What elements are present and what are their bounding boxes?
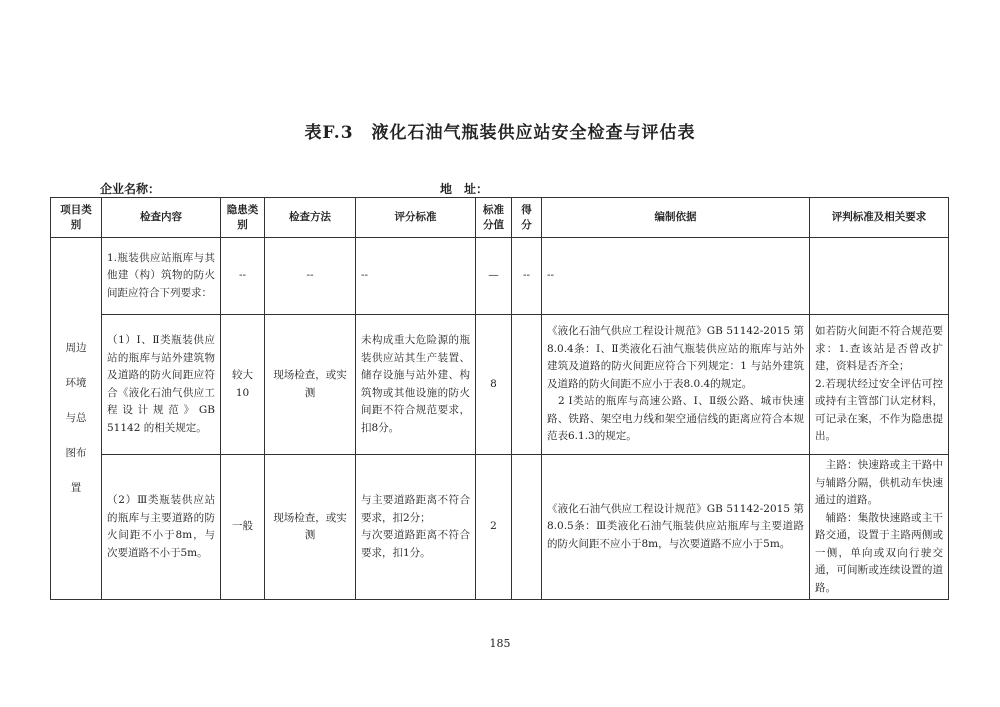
score-cell <box>512 455 542 600</box>
criteria-cell <box>810 238 949 315</box>
header-hazard: 隐患类别 <box>221 198 265 238</box>
header-basis: 编制依据 <box>542 198 810 238</box>
hazard-cell: -- <box>221 238 265 315</box>
criteria-cell: 主路：快速路或主干路中与辅路分隔，供机动车快速通过的道路。 辅路：集散快速路或主干路交通，设置于主路两侧或一侧，单向或双向行驶交通，可间断或连续设置的道路。 <box>810 455 949 600</box>
table-row <box>51 315 949 455</box>
basis-cell: 《液化石油气供应工程设计规范》GB 51142-2015 第8.0.4条：Ⅰ、Ⅱ类液化石油气瓶装供应站的瓶库与站外建筑及道路的防火间距应符合下列规定：1 与站外建筑及道路的防火间距不应小于表8.0.4的规定。 2 Ⅰ类站的瓶库与高速公路、Ⅰ、Ⅱ级公路、城市快速路、铁路、架空电力线和架空通信线的距离应符合本规范表6.1.3的规定。 <box>542 315 810 455</box>
table-row <box>51 238 949 315</box>
scoring-cell: -- <box>356 238 476 315</box>
points-cell: 2 <box>476 455 512 600</box>
points-cell: 8 <box>476 315 512 455</box>
header-points: 标准分值 <box>476 198 512 238</box>
criteria-cell: 如若防火间距不符合规范要求：1.查该站是否曾改扩建，资料是否齐全； 2.若现状经过安全评估可控或持有主管部门认定材料，可记录在案，不作为隐患提出。 <box>810 315 949 455</box>
method-cell: -- <box>265 238 356 315</box>
score-cell <box>512 315 542 455</box>
inspection-table <box>50 197 949 600</box>
company-name-label: 企业名称： <box>100 182 161 196</box>
header-scoring: 评分标准 <box>356 198 476 238</box>
hazard-cell: 一般 <box>221 455 265 600</box>
table-row <box>51 455 949 600</box>
header-criteria: 评判标准及相关要求 <box>810 198 949 238</box>
score-cell: -- <box>512 238 542 315</box>
header-method: 检查方法 <box>265 198 356 238</box>
header-score: 得分 <box>512 198 542 238</box>
scoring-cell: 未构成重大危险源的瓶装供应站其生产装置、储存设施与站外建、构筑物或其他设施的防火间距不符合规范要求，扣8分。 <box>356 315 476 455</box>
basis-cell: -- <box>542 238 810 315</box>
page-number: 185 <box>489 637 511 650</box>
category-cell: 周边环境与总图布置 <box>51 238 102 600</box>
method-cell: 现场检查，或实测 <box>265 455 356 600</box>
method-cell: 现场检查，或实测 <box>265 315 356 455</box>
scoring-cell: 与主要道路距离不符合要求，扣2分； 与次要道路距离不符合要求，扣1分。 <box>356 455 476 600</box>
document-title: 表F.3 液化石油气瓶装供应站安全检查与评估表 <box>304 123 696 143</box>
table-header-row <box>51 198 949 238</box>
address-label: 地 址： <box>440 182 489 196</box>
basis-cell: 《液化石油气供应工程设计规范》GB 51142-2015 第8.0.5条：Ⅲ类液化石油气瓶装供应站瓶库与主要道路的防火间距不应小于8m，与次要道路不应小于5m。 <box>542 455 810 600</box>
hazard-cell: 较大 10 <box>221 315 265 455</box>
content-cell: 1.瓶装供应站瓶库与其他建（构）筑物的防火间距应符合下列要求： <box>102 238 221 315</box>
content-cell: （1）Ⅰ、Ⅱ类瓶装供应站的瓶库与站外建筑物及道路的防火间距应符合《液化石油气供应工程设计规范》GB 51142 的相关规定。 <box>102 315 221 455</box>
header-category: 项目类别 <box>51 198 102 238</box>
points-cell: — <box>476 238 512 315</box>
header-content: 检查内容 <box>102 198 221 238</box>
content-cell: （2）Ⅲ类瓶装供应站的瓶库与主要道路的防火间距不小于8m，与次要道路不小于5m。 <box>102 455 221 600</box>
